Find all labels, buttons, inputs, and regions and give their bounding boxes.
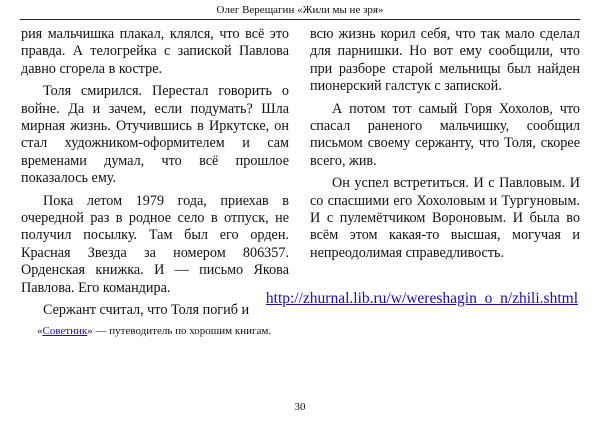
paragraph: всю жизнь корил себя, что так мало сделал для парнишки. Но вот ему сообщили, что при разборе старой мельницы был найден пионерский галстук с запиской. — [310, 26, 580, 95]
paragraph: Толя смирился. Перестал говорить о войне. Да и зачем, если подумать? Шла мирная жизнь. Отучившись в Иркутске, он стал художником-оформителем и сам временами думал, что всё прошлое показалось ему. — [21, 83, 289, 187]
footer-note — [37, 324, 271, 338]
paragraph: А потом тот самый Горя Хохолов, что спасал раненого мальчишку, сообщил письмом своему сержанту, что Толя, скорее всего, жив. — [310, 100, 580, 169]
paragraph: Сержант считал, что Толя погиб и — [43, 302, 250, 319]
source-link[interactable]: http://zhurnal.lib.ru/w/wereshagin_o_n/zhili.shtml — [265, 290, 578, 307]
running-header-title: Олег Верещагин «Жили мы не зря» — [216, 4, 384, 16]
paragraph: рия мальчишка плакал, клялся, что всё это правда. А телогрейка с запиской Павлова давно сгорела в костре. — [21, 26, 289, 77]
footer-note-text: » — путеводитель по хорошим книгам. — [87, 325, 272, 337]
footer-open-quote: « — [37, 325, 43, 337]
sovetnik-link[interactable]: Советник — [42, 325, 88, 337]
running-header — [20, 2, 580, 20]
right-text-column — [310, 26, 580, 267]
paragraph: Пока летом 1979 года, приехав в очередной раз в родное село в отпуск, не получил посылку. Там был его орден. Красная Звезда за номером 806357. Орденская книжка. И — письмо Якова Павлова. Его командира. — [21, 192, 289, 296]
source-link-line — [0, 289, 578, 309]
page-number: 30 — [294, 401, 306, 413]
left-text-column — [21, 26, 289, 325]
paragraph: Он успел встретиться. И с Павловым. И со спасшими его Хохоловым и Тургуновым. И с пулемётчиком Вороновым. И была во всём этом какая-то высшая, могучая и непреодолимая справедливость. — [310, 175, 580, 261]
